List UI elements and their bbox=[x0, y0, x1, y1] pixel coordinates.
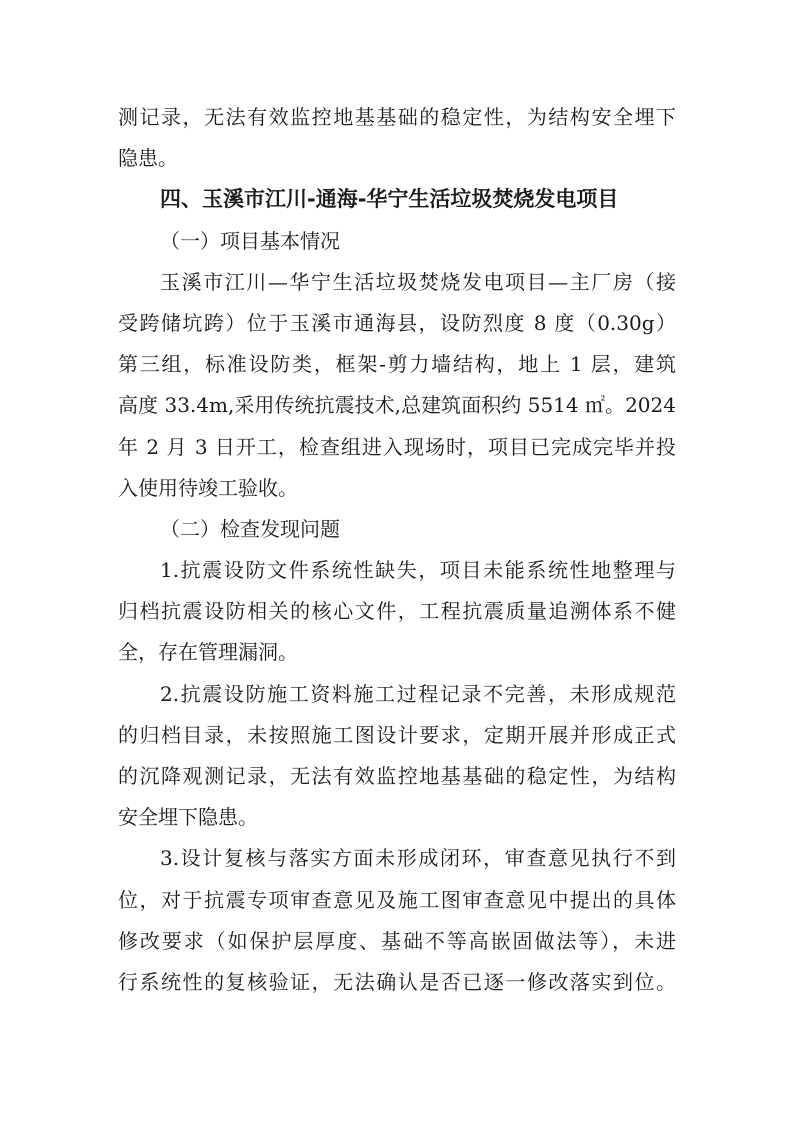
text-line: 高度 33.4m,采用传统抗震技术,总建筑面积约 5514 ㎡。2024 bbox=[118, 393, 676, 418]
text-line: 2.抗震设防施工资料施工过程记录不完善，未形成规范 bbox=[160, 681, 676, 706]
paragraph-project-info bbox=[118, 262, 676, 509]
subsection-heading: （一）项目基本情况 bbox=[160, 228, 340, 253]
text-line: 的归档目录，未按照施工图设计要求，定期开展并形成正式 bbox=[118, 722, 676, 747]
text-line: 归档抗震设防相关的核心文件，工程抗震质量追溯体系不健 bbox=[118, 599, 676, 624]
text-line: 年 2 月 3 日开工，检查组进入现场时，项目已完成完毕并投 bbox=[118, 434, 676, 459]
text-line: 测记录，无法有效监控地基基础的稳定性，为结构安全埋下 bbox=[118, 105, 676, 129]
text-line: 修改要求（如保护层厚度、基础不等高嵌固做法等），未进 bbox=[118, 928, 676, 953]
text-line: 入使用待竣工验收。 bbox=[118, 475, 298, 500]
text-line: 全，存在管理漏洞。 bbox=[118, 640, 298, 665]
text-line: 行系统性的复核验证，无法确认是否已逐一修改落实到位。 bbox=[118, 969, 676, 994]
text-line: 位，对于抗震专项审查意见及施工图审查意见中提出的具体 bbox=[118, 887, 676, 912]
text-line: 玉溪市江川—华宁生活垃圾焚烧发电项目—主厂房（接 bbox=[160, 269, 676, 294]
paragraph-issue-3 bbox=[118, 838, 676, 1003]
text-line: 隐患。 bbox=[118, 146, 178, 171]
paragraph-issue-1 bbox=[118, 550, 676, 674]
text-line: 受跨储坑跨）位于玉溪市通海县，设防烈度 8 度（0.30g） bbox=[118, 310, 676, 335]
section-heading: 四、玉溪市江川-通海-华宁生活垃圾焚烧发电项目 bbox=[160, 187, 619, 212]
paragraph-continuation bbox=[118, 97, 676, 179]
document-page bbox=[118, 97, 676, 1003]
text-line: 1.抗震设防文件系统性缺失，项目未能系统性地整理与 bbox=[160, 558, 676, 583]
subsection-heading: （二）检查发现问题 bbox=[160, 516, 340, 541]
text-line: 3.设计复核与落实方面未形成闭环，审查意见执行不到 bbox=[160, 846, 676, 871]
text-line: 的沉降观测记录，无法有效监控地基基础的稳定性，为结构 bbox=[118, 764, 676, 788]
paragraph-issue-2 bbox=[118, 674, 676, 839]
text-line: 安全埋下隐患。 bbox=[118, 805, 258, 830]
text-line: 第三组，标准设防类，框架-剪力墙结构，地上 1 层，建筑 bbox=[118, 352, 676, 377]
